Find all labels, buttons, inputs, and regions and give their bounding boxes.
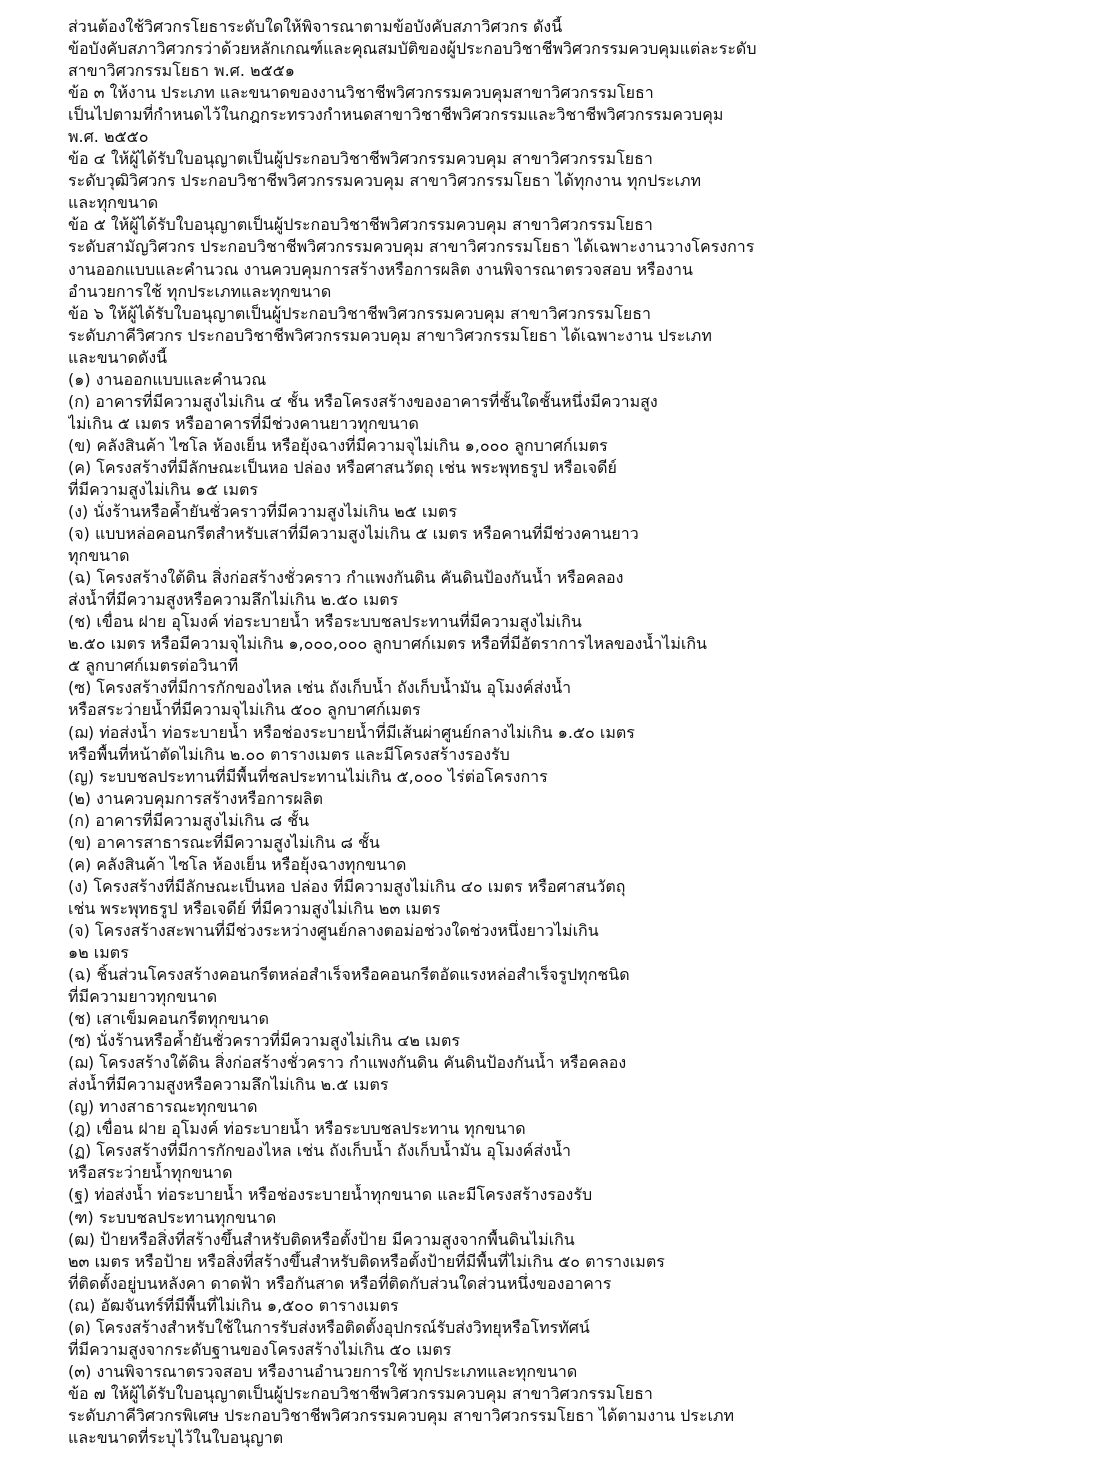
text-line: ที่ติดตั้งอยู่บนหลังคา ดาดฟ้า หรือกันสาด หรือที่ติดกับส่วนใดส่วนหนึ่งของอาคาร xyxy=(68,1273,612,1293)
text-line: ส่งน้ำที่มีความสูงหรือความลึกไม่เกิน ๒.๕ เมตร xyxy=(68,1075,389,1095)
text-line: (๒) งานควบคุมการสร้างหรือการผลิต xyxy=(68,788,323,808)
text-line: และขนาดดังนี้ xyxy=(68,347,168,367)
text-line: ส่วนต้องใช้วิศวกรโยธาระดับใดให้พิจารณาตามข้อบังคับสภาวิศวกร ดังนี้ xyxy=(68,17,563,36)
text-line: (ง) นั่งร้านหรือค้ำยันชั่วคราวที่มีความสูงไม่เกิน ๒๕ เมตร xyxy=(68,502,457,522)
text-line: ระดับสามัญวิศวกร ประกอบวิชาชีพวิศวกรรมควบคุม สาขาวิศวกรรมโยธา ได้เฉพาะงานวางโครงการ xyxy=(68,237,755,257)
text-line: ๑๒ เมตร xyxy=(68,942,129,962)
text-line: (ค) คลังสินค้า ไซโล ห้องเย็น หรือยุ้งฉางทุกขนาด xyxy=(68,854,407,874)
text-line: ข้อ ๕ ให้ผู้ได้รับใบอนุญาตเป็นผู้ประกอบวิชาชีพวิศวกรรมควบคุม สาขาวิศวกรรมโยธา xyxy=(68,215,653,235)
text-line: (๓) งานพิจารณาตรวจสอบ หรืองานอำนวยการใช้ ทุกประเภทและทุกขนาด xyxy=(68,1361,578,1381)
text-line: (ญ) ระบบชลประทานที่มีพื้นที่ชลประทานไม่เกิน ๕,๐๐๐ ไร่ต่อโครงการ xyxy=(68,766,548,786)
text-line: (ฉ) ชิ้นส่วนโครงสร้างคอนกรีตหล่อสำเร็จหรือคอนกรีตอัดแรงหล่อสำเร็จรูปทุกชนิด xyxy=(68,965,630,985)
text-line: (ข) คลังสินค้า ไซโล ห้องเย็น หรือยุ้งฉางที่มีความจุไม่เกิน ๑,๐๐๐ ลูกบาศก์เมตร xyxy=(68,435,608,455)
text-line: (ก) อาคารที่มีความสูงไม่เกิน ๘ ชั้น xyxy=(68,810,310,830)
text-line: ที่มีความสูงจากระดับฐานของโครงสร้างไม่เกิน ๕๐ เมตร xyxy=(68,1339,452,1359)
text-line: (ข) อาคารสาธารณะที่มีความสูงไม่เกิน ๘ ชั้น xyxy=(68,832,380,852)
text-line: ส่งน้ำที่มีความสูงหรือความลึกไม่เกิน ๒.๕๐ เมตร xyxy=(68,590,399,610)
text-line: (ณ) อัฒจันทร์ที่มีพื้นที่ไม่เกิน ๑,๕๐๐ ตารางเมตร xyxy=(68,1295,399,1315)
text-line: (ค) โครงสร้างที่มีลักษณะเป็นหอ ปล่อง หรือศาสนวัตถุ เช่น พระพุทธรูป หรือเจดีย์ xyxy=(68,457,617,477)
text-line: เช่น พระพุทธรูป หรือเจดีย์ ที่มีความสูงไม่เกิน ๒๓ เมตร xyxy=(68,898,441,918)
text-line: (ฉ) โครงสร้างใต้ดิน สิ่งก่อสร้างชั่วคราว กำแพงกันดิน คันดินป้องกันน้ำ หรือคลอง xyxy=(68,568,624,588)
text-line: (ด) โครงสร้างสำหรับใช้ในการรับส่งหรือติดตั้งอุปกรณ์รับส่งวิทยุหรือโทรทัศน์ xyxy=(68,1317,590,1337)
text-line: ระดับภาคีวิศวกรพิเศษ ประกอบวิชาชีพวิศวกรรมควบคุม สาขาวิศวกรรมโยธา ได้ตามงาน ประเภท xyxy=(68,1405,735,1425)
text-line: (ฌ) โครงสร้างใต้ดิน สิ่งก่อสร้างชั่วคราว กำแพงกันดิน คันดินป้องกันน้ำ หรือคลอง xyxy=(68,1053,627,1073)
text-line: (ง) โครงสร้างที่มีลักษณะเป็นหอ ปล่อง ที่มีความสูงไม่เกิน ๔๐ เมตร หรือศาสนวัตถุ xyxy=(68,876,626,896)
text-line: หรือสระว่ายน้ำทุกขนาด xyxy=(68,1163,233,1183)
text-line: ข้อ ๗ ให้ผู้ได้รับใบอนุญาตเป็นผู้ประกอบวิชาชีพวิศวกรรมควบคุม สาขาวิศวกรรมโยธา xyxy=(68,1383,653,1403)
text-line: ข้อ ๖ ให้ผู้ได้รับใบอนุญาตเป็นผู้ประกอบวิชาชีพวิศวกรรมควบคุม สาขาวิศวกรรมโยธา xyxy=(68,303,651,323)
text-line: ข้อ ๓ ให้งาน ประเภท และขนาดของงานวิชาชีพวิศวกรรมควบคุมสาขาวิศวกรรมโยธา xyxy=(68,83,654,103)
text-line: สาขาวิศวกรรมโยธา พ.ศ. ๒๕๕๑ xyxy=(68,61,295,81)
text-line: ข้อบังคับสภาวิศวกรว่าด้วยหลักเกณฑ์และคุณสมบัติของผู้ประกอบวิชาชีพวิศวกรรมควบคุมแต่ละระดับ xyxy=(68,39,757,59)
text-line: ๒.๕๐ เมตร หรือมีความจุไม่เกิน ๑,๐๐๐,๐๐๐ ลูกบาศก์เมตร หรือที่มีอัตราการไหลของน้ำไม่เกิน xyxy=(68,634,707,654)
text-line: ๒๓ เมตร หรือป้าย หรือสิ่งที่สร้างขึ้นสำหรับติดหรือตั้งป้ายที่มีพื้นที่ไม่เกิน ๕๐ ตารางเมตร xyxy=(68,1251,665,1271)
text-line: เป็นไปตามที่กำหนดไว้ในกฎกระทรวงกำหนดสาขาวิชาชีพวิศวกรรมและวิชาชีพวิศวกรรมควบคุม xyxy=(68,105,724,125)
text-line: ไม่เกิน ๕ เมตร หรืออาคารที่มีช่วงคานยาวทุกขนาด xyxy=(68,413,419,433)
text-line: ที่มีความยาวทุกขนาด xyxy=(68,987,218,1007)
text-line: (ซ) โครงสร้างที่มีการกักของไหล เช่น ถังเก็บน้ำ ถังเก็บน้ำมัน อุโมงค์ส่งน้ำ xyxy=(68,678,572,698)
text-line: ระดับวุฒิวิศวกร ประกอบวิชาชีพวิศวกรรมควบคุม สาขาวิศวกรรมโยธา ได้ทุกงาน ทุกประเภท xyxy=(68,171,702,191)
text-line: (ช) เสาเข็มคอนกรีตทุกขนาด xyxy=(68,1009,270,1029)
text-line: ทุกขนาด xyxy=(68,546,130,566)
text-line: (ฒ) ป้ายหรือสิ่งที่สร้างขึ้นสำหรับติดหรือตั้งป้าย มีความสูงจากพื้นดินไม่เกิน xyxy=(68,1229,575,1249)
text-line: ระดับภาคีวิศวกร ประกอบวิชาชีพวิศวกรรมควบคุม สาขาวิศวกรรมโยธา ได้เฉพาะงาน ประเภท xyxy=(68,325,712,345)
text-line: ที่มีความสูงไม่เกิน ๑๕ เมตร xyxy=(68,479,259,499)
text-line: (ญ) ทางสาธารณะทุกขนาด xyxy=(68,1097,258,1117)
text-line: พ.ศ. ๒๕๕๐ xyxy=(68,127,149,147)
text-line: หรือพื้นที่หน้าตัดไม่เกิน ๒.๐๐ ตารางเมตร และมีโครงสร้างรองรับ xyxy=(68,744,510,764)
text-line: (ฏ) โครงสร้างที่มีการกักของไหล เช่น ถังเก็บน้ำ ถังเก็บน้ำมัน อุโมงค์ส่งน้ำ xyxy=(68,1141,571,1161)
text-line: (ฎ) เขื่อน ฝาย อุโมงค์ ท่อระบายน้ำ หรือระบบชลประทาน ทุกขนาด xyxy=(68,1119,526,1139)
text-line: (ช) เขื่อน ฝาย อุโมงค์ ท่อระบายน้ำ หรือระบบชลประทานที่มีความสูงไม่เกิน xyxy=(68,612,582,632)
document-body xyxy=(68,16,1098,1449)
text-line: (ฑ) ระบบชลประทานทุกขนาด xyxy=(68,1207,277,1227)
text-line: ๕ ลูกบาศก์เมตรต่อวินาที xyxy=(68,656,239,676)
text-line: หรือสระว่ายน้ำที่มีความจุไม่เกิน ๕๐๐ ลูกบาศก์เมตร xyxy=(68,700,421,720)
text-line: (ก) อาคารที่มีความสูงไม่เกิน ๔ ชั้น หรือโครงสร้างของอาคารที่ชั้นใดชั้นหนึ่งมีความสูง xyxy=(68,391,658,411)
text-line: (๑) งานออกแบบและคำนวณ xyxy=(68,369,267,389)
text-line: ข้อ ๔ ให้ผู้ได้รับใบอนุญาตเป็นผู้ประกอบวิชาชีพวิศวกรรมควบคุม สาขาวิศวกรรมโยธา xyxy=(68,149,653,169)
text-line: อำนวยการใช้ ทุกประเภทและทุกขนาด xyxy=(68,281,332,301)
text-line: และทุกขนาด xyxy=(68,193,159,213)
text-line: (จ) โครงสร้างสะพานที่มีช่วงระหว่างศูนย์กลางตอม่อช่วงใดช่วงหนึ่งยาวไม่เกิน xyxy=(68,920,599,940)
text-line: (ฐ) ท่อส่งน้ำ ท่อระบายน้ำ หรือช่องระบายน้ำทุกขนาด และมีโครงสร้างรองรับ xyxy=(68,1185,593,1205)
text-line: งานออกแบบและคำนวณ งานควบคุมการสร้างหรือการผลิต งานพิจารณาตรวจสอบ หรืองาน xyxy=(68,259,693,279)
text-line: (ซ) นั่งร้านหรือค้ำยันชั่วคราวที่มีความสูงไม่เกิน ๔๒ เมตร xyxy=(68,1031,460,1051)
text-line: (จ) แบบหล่อคอนกรีตสำหรับเสาที่มีความสูงไม่เกิน ๕ เมตร หรือคานที่มีช่วงคานยาว xyxy=(68,524,639,544)
text-line: และขนาดที่ระบุไว้ในใบอนุญาต xyxy=(68,1428,284,1447)
text-line: (ฌ) ท่อส่งน้ำ ท่อระบายน้ำ หรือช่องระบายน้ำที่มีเส้นผ่าศูนย์กลางไม่เกิน ๑.๕๐ เมตร xyxy=(68,722,635,742)
